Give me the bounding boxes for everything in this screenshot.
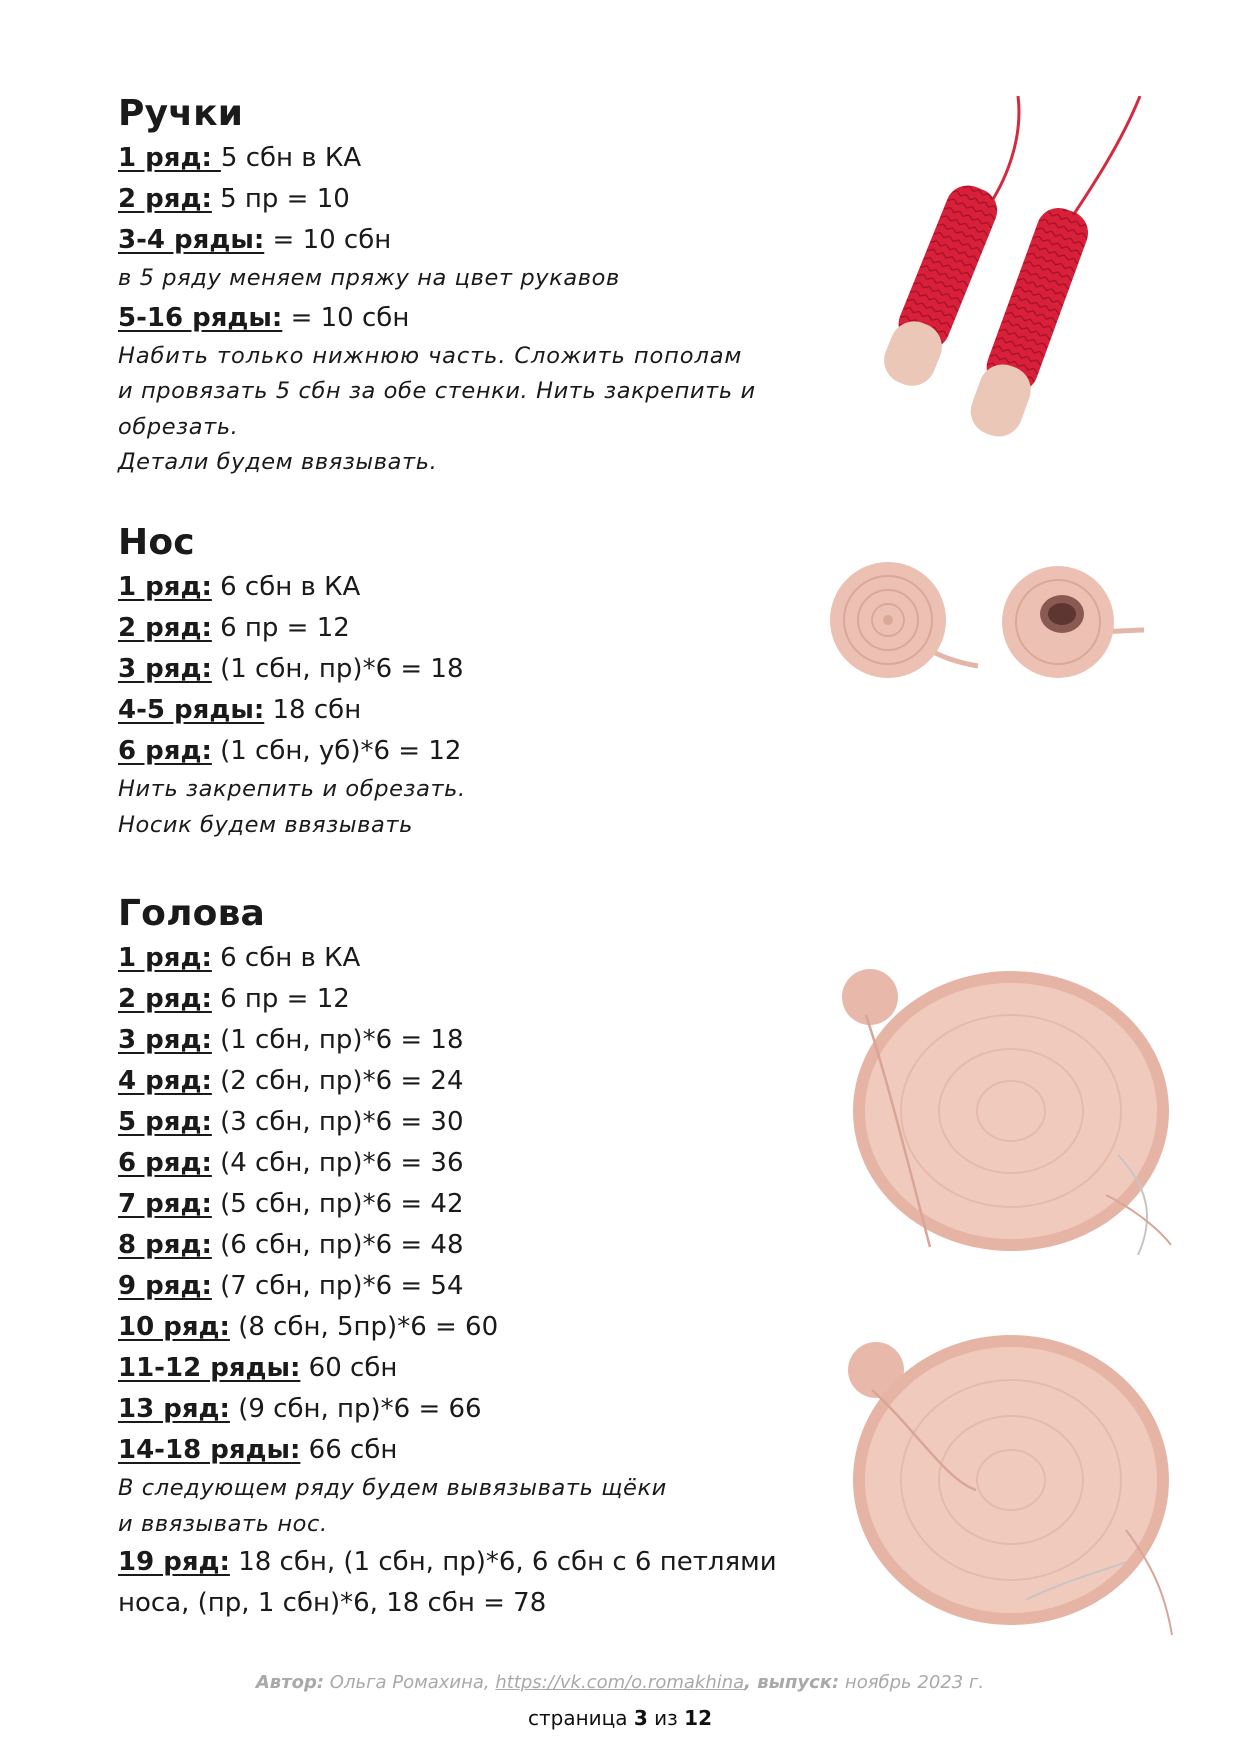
row-4: 4 ряд: (2 сбн, пр)*6 = 24 xyxy=(118,1066,464,1096)
row-19-continued: носа, (пр, 1 сбн)*6, 18 сбн = 78 xyxy=(118,1588,547,1618)
note-line: Нить закрепить и обрезать. xyxy=(118,776,466,802)
note-line: в 5 ряду меняем пряжу на цвет рукавов xyxy=(118,265,620,291)
row-2: 2 ряд: 6 пр = 12 xyxy=(118,613,350,643)
row-13: 13 ряд: (9 сбн, пр)*6 = 66 xyxy=(118,1394,482,1424)
row-1: 1 ряд: 5 сбн в КА xyxy=(118,143,362,173)
note-line: обрезать. xyxy=(118,413,239,440)
row-5: 5 ряд: (3 сбн, пр)*6 = 30 xyxy=(118,1107,464,1137)
row-5-16: 5-16 ряды: = 10 сбн xyxy=(118,302,410,333)
row-2: 2 ряд: 5 пр = 10 xyxy=(118,184,350,214)
note-line: и провязать 5 сбн за обе стенки. Нить закрепить и xyxy=(118,378,756,404)
note-line: Носик будем ввязывать xyxy=(118,811,413,838)
section-arms xyxy=(118,92,818,481)
row-3: 3 ряд: (1 сбн, пр)*6 = 18 xyxy=(118,1025,464,1055)
row-3-4: 3-4 ряды: = 10 сбн xyxy=(118,225,392,255)
note-line: Набить только нижнюю часть. Сложить пополам xyxy=(118,342,743,369)
head-photo-bottom xyxy=(826,1330,1176,1640)
section-nose xyxy=(118,521,818,843)
row-2: 2 ряд: 6 пр = 12 xyxy=(118,984,350,1014)
section-title: Ручки xyxy=(118,93,244,134)
row-3: 3 ряд: (1 сбн, пр)*6 = 18 xyxy=(118,654,464,684)
author-link[interactable]: https://vk.com/o.romakhina xyxy=(495,1672,745,1693)
nose-photo xyxy=(826,548,1166,698)
arms-photo xyxy=(818,96,1178,446)
note-line: Детали будем ввязывать. xyxy=(118,449,438,475)
row-4-5: 4-5 ряды: 18 сбн xyxy=(118,695,362,725)
footer-author: Автор: Ольга Ромахина, https://vk.com/o.romakhina, выпуск: ноябрь 2023 г. xyxy=(255,1672,985,1693)
row-1: 1 ряд: 6 сбн в КА xyxy=(118,943,361,973)
row-6: 6 ряд: (4 сбн, пр)*6 = 36 xyxy=(118,1148,464,1178)
row-14-18: 14-18 ряды: 66 сбн xyxy=(118,1435,398,1465)
row-8: 8 ряд: (6 сбн, пр)*6 = 48 xyxy=(118,1230,464,1260)
row-19: 19 ряд: 18 сбн, (1 сбн, пр)*6, 6 сбн с 6 петлями xyxy=(118,1547,777,1577)
page-number: страница 3 из 12 xyxy=(527,1706,713,1730)
row-9: 9 ряд: (7 сбн, пр)*6 = 54 xyxy=(118,1271,464,1301)
head-photo-top xyxy=(826,955,1176,1255)
section-head xyxy=(118,892,818,1624)
row-7: 7 ряд: (5 сбн, пр)*6 = 42 xyxy=(118,1189,464,1219)
row-6: 6 ряд: (1 сбн, уб)*6 = 12 xyxy=(118,736,462,766)
row-10: 10 ряд: (8 сбн, 5пр)*6 = 60 xyxy=(118,1312,499,1342)
section-title: Голова xyxy=(118,893,266,934)
row-11-12: 11-12 ряды: 60 сбн xyxy=(118,1353,398,1383)
section-title: Нос xyxy=(118,522,195,563)
row-1: 1 ряд: 6 сбн в КА xyxy=(118,572,361,602)
note-line: и ввязывать нос. xyxy=(118,1510,328,1537)
note-line: В следующем ряду будем вывязывать щёки xyxy=(118,1475,667,1501)
